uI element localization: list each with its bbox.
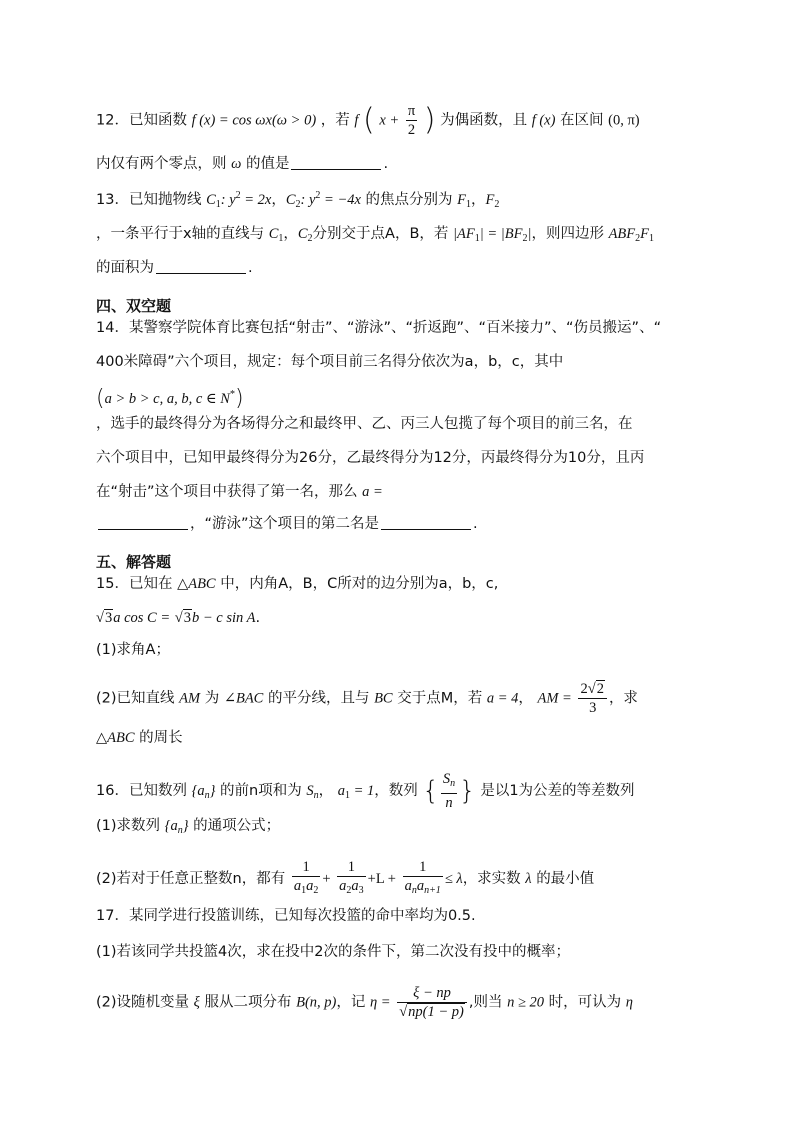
omega-symbol: ω xyxy=(231,156,242,172)
section-heading-5: 五、解答题 xyxy=(96,553,172,571)
brace-right: } xyxy=(459,776,476,806)
sum-sn xyxy=(306,783,318,799)
q13-text: 13．已知抛物线 xyxy=(96,192,202,208)
sequence-an xyxy=(192,783,216,799)
q12-text: 在区间 xyxy=(560,112,604,129)
q15-text: 为 xyxy=(204,690,220,707)
answer-blank xyxy=(381,529,471,530)
q12-text: 内仅有两个零点，则 xyxy=(96,156,227,172)
angle-bac: ∠BAC xyxy=(223,690,264,707)
side-bc: BC xyxy=(374,690,393,707)
parabola-c1 xyxy=(206,192,271,208)
paren-right: ) xyxy=(423,102,436,138)
c1-rhs: = 2x xyxy=(240,192,272,208)
a-eq: a = 4 xyxy=(486,690,519,707)
sub: 2 xyxy=(346,885,352,896)
q14-condition: a > b > c, a, b, c ∈ N xyxy=(104,391,230,407)
radicand: 3 xyxy=(104,610,113,626)
q13-line2 xyxy=(96,224,654,249)
sep: ， xyxy=(271,192,286,208)
sub: 2 xyxy=(522,233,528,244)
q12-function: f (x) = cos ωx(ω > 0) xyxy=(191,112,317,129)
q12-fx: f (x) xyxy=(531,112,556,129)
frac-num xyxy=(441,770,457,794)
radicand: np(1 − p) xyxy=(408,1004,464,1020)
pi-over-two-fraction xyxy=(406,102,417,139)
q17-text: ,则当 xyxy=(468,994,503,1011)
q14-line1 xyxy=(96,318,661,338)
sup: 2 xyxy=(235,190,241,201)
answer-blank xyxy=(156,273,246,274)
a1-eq xyxy=(338,783,375,799)
q17-part1 xyxy=(96,942,570,962)
am-eq: AM = xyxy=(537,690,572,707)
q14-text: 400米障碍”六个项目，规定：每个项目前三名得分依次为a，b，c，其中 xyxy=(96,354,564,370)
q15-text: 的周长 xyxy=(139,730,183,746)
sep: ， xyxy=(471,192,486,208)
answer-blank xyxy=(98,529,188,530)
q13-text: 的焦点分别为 xyxy=(365,192,453,208)
q15-text: 中，内角A，B，C所对的边分别为a，b，c, xyxy=(220,576,499,592)
sub: 2 xyxy=(635,233,641,244)
q16-text: 是以1为公差的等差数列 xyxy=(480,783,635,799)
f1: F xyxy=(457,192,467,208)
brace: } xyxy=(182,818,189,834)
q15-part2 xyxy=(96,680,638,717)
sub: 2 xyxy=(494,199,500,210)
q14-text: ，选手的最终得分为各场得分之和最终甲、乙、丙三人包揽了每个项目的前三名，在 xyxy=(96,416,633,432)
sub: n xyxy=(177,825,183,836)
c2: C xyxy=(297,226,308,242)
coef: 2 xyxy=(580,681,588,697)
term-n xyxy=(403,858,443,900)
c2-ref xyxy=(298,226,313,242)
q14-a-eq: a = xyxy=(362,484,383,500)
term-2 xyxy=(337,858,366,900)
foci xyxy=(457,192,471,208)
q14-line4 xyxy=(96,414,633,434)
q16-line1 xyxy=(96,770,635,812)
q14-period: . xyxy=(473,516,478,532)
c1-eq: : y xyxy=(220,192,236,208)
q17-line1 xyxy=(96,906,476,926)
q13-text: ，则四边形 xyxy=(531,226,604,242)
lambda-symbol: λ xyxy=(525,871,532,887)
q15-text: 交于点M，若 xyxy=(397,690,483,707)
abs1: |AF xyxy=(453,226,475,242)
c1: C xyxy=(206,192,216,208)
n-cond: n ≥ 20 xyxy=(507,994,545,1011)
frac-den: √np(1 − p) xyxy=(399,1004,464,1020)
frac-num: 1 xyxy=(403,858,443,877)
q12-text: 为偶函数，且 xyxy=(440,112,528,129)
a: a xyxy=(339,878,347,894)
triangle-abc: △ABC xyxy=(177,576,216,592)
q12-x-plus: x + xyxy=(379,112,400,129)
sqrt-3: √3 xyxy=(174,610,191,626)
f2: F xyxy=(485,192,495,208)
q16-text: (2)若对于任意正整数n，都有 xyxy=(96,871,286,887)
frac-num: 2√2 xyxy=(578,680,606,699)
sub: 3 xyxy=(358,885,364,896)
frac-den xyxy=(403,877,443,900)
sequence-an xyxy=(165,818,189,834)
q16-part1 xyxy=(96,816,280,841)
a: a xyxy=(416,878,425,894)
sup: 2 xyxy=(315,190,321,201)
an: {a xyxy=(164,818,178,834)
binomial: B(n, p) xyxy=(296,994,337,1011)
q13-text: ，一条平行于x轴的直线与 xyxy=(96,226,265,242)
q12-f: f xyxy=(354,112,359,129)
sub: 2 xyxy=(313,885,319,896)
c1-ref xyxy=(269,226,284,242)
sub: 1 xyxy=(474,233,480,244)
answer-blank xyxy=(291,169,381,170)
q12-line1 xyxy=(96,102,640,139)
q16-text: 的通项公式； xyxy=(193,818,281,834)
q14-text: 六个项目中，已知甲最终得分为26分，乙最终得分为12分，丙最终得分为10分，且丙 xyxy=(96,450,645,466)
sqrt-3: √3 xyxy=(96,610,113,626)
sub: n xyxy=(450,778,456,789)
q15-text: (1)求角A； xyxy=(96,642,170,658)
q16-text: ，求实数 xyxy=(462,871,521,887)
sub: 1 xyxy=(278,233,284,244)
radicand: 2 xyxy=(596,681,604,697)
q15-text: ，求 xyxy=(608,690,638,707)
sup: * xyxy=(229,389,235,400)
c2-rhs: = −4x xyxy=(320,192,361,208)
q16-text: (1)求数列 xyxy=(96,818,161,834)
sub: n xyxy=(411,885,417,896)
radicand: 3 xyxy=(183,610,191,626)
q17-text: ，记 xyxy=(336,994,366,1011)
q14-line7 xyxy=(96,514,478,534)
sep: ， xyxy=(283,226,298,242)
q14-text: 在“射击”这个项目中获得了第一名，那么 xyxy=(96,484,358,500)
q12-text: 的值是 xyxy=(245,156,290,172)
q15-text: 的平分线，且与 xyxy=(267,690,370,707)
q13-period: . xyxy=(248,260,253,276)
q14-line3 xyxy=(96,385,244,409)
frac-num: π xyxy=(407,103,416,119)
q15-text: 15．已知在 xyxy=(96,576,173,592)
q17-text: (2)设随机变量 xyxy=(96,994,190,1011)
q16-part2 xyxy=(96,858,594,900)
q12-text: ，若 xyxy=(320,112,350,129)
triangle-abc: △ABC xyxy=(96,730,135,746)
an: {a xyxy=(191,783,205,799)
le-lambda: ≤ λ xyxy=(444,871,463,887)
a1: a xyxy=(337,783,345,799)
paren-left: ( xyxy=(363,102,375,138)
sn: S xyxy=(306,783,314,799)
q16-text: 的最小值 xyxy=(536,871,595,887)
q16-text: ，数列 xyxy=(374,783,418,799)
eta-eq: η = xyxy=(369,994,391,1011)
c2: C xyxy=(285,192,296,208)
q15-line2 xyxy=(96,608,260,628)
a: a xyxy=(306,878,314,894)
frac-num: ξ − np xyxy=(397,984,467,1003)
q13-text: 的面积为 xyxy=(96,260,154,276)
q14-line6 xyxy=(96,482,383,502)
xi-symbol: ξ xyxy=(193,994,200,1011)
sub: 1 xyxy=(301,885,307,896)
line-am: AM xyxy=(179,690,201,707)
q17-text: 服从二项分布 xyxy=(204,994,292,1011)
eta-symbol: η xyxy=(625,994,633,1011)
frac-num: 1 xyxy=(337,858,366,877)
sub: n xyxy=(204,790,210,801)
q17-part2 xyxy=(96,984,633,1021)
q12-period: . xyxy=(383,156,389,172)
q13-text: 分别交于点A，B，若 xyxy=(312,226,449,242)
parabola-c2 xyxy=(286,192,361,208)
q15-part1 xyxy=(96,640,170,660)
eta-fraction xyxy=(397,984,467,1021)
q17-text: 时，可认为 xyxy=(548,994,622,1011)
q16-text: ， xyxy=(318,783,334,799)
a: a xyxy=(293,878,302,894)
a: a xyxy=(404,878,412,894)
q14-line5 xyxy=(96,448,644,468)
q14-text: ，“游泳”这个项目的第二名是 xyxy=(190,516,380,532)
frac-den xyxy=(292,877,321,900)
q15-eq: a cos C = xyxy=(113,610,171,626)
brace-left: { xyxy=(422,776,439,806)
q13-line3 xyxy=(96,258,253,278)
sub: 2 xyxy=(307,233,313,244)
frac-den: n xyxy=(445,795,453,811)
sub: n xyxy=(313,790,319,801)
a1-val: = 1 xyxy=(349,783,375,799)
q14-text: 14．某警察学院体育比赛包括“射击”、“游泳”、“折返跑”、“百米接力”、“伤员搬运”、“ xyxy=(96,320,662,336)
sub: 1 xyxy=(344,790,350,801)
q15-period: . xyxy=(255,610,261,626)
q15-line1 xyxy=(96,574,498,594)
q15-eq: b − c sin A xyxy=(191,610,256,626)
sub: 1 xyxy=(215,199,221,210)
abs-equation xyxy=(453,226,531,242)
section-heading-4: 四、双空题 xyxy=(96,297,172,315)
plus-ellipsis: +L + xyxy=(367,871,396,887)
sub: 1 xyxy=(466,199,472,210)
q15-text: ， xyxy=(518,690,533,707)
paren-left: ( xyxy=(96,386,105,411)
quad: ABF xyxy=(608,226,636,242)
sn-over-n xyxy=(441,770,457,812)
quad-mid: F xyxy=(640,226,650,242)
frac-num: 1 xyxy=(292,858,321,877)
c1: C xyxy=(268,226,279,242)
frac-den: 3 xyxy=(589,700,597,716)
abs-end: | xyxy=(527,226,532,242)
q17-text: 17．某同学进行投篮训练，已知每次投篮的命中率均为0.5. xyxy=(96,908,476,924)
q16-text: 16．已知数列 xyxy=(96,783,187,799)
q12-text: 12．已知函数 xyxy=(96,112,187,129)
brace: } xyxy=(209,783,216,799)
s: S xyxy=(442,771,451,787)
quadrilateral xyxy=(609,226,654,242)
a: a xyxy=(351,878,359,894)
q16-text: 的前n项和为 xyxy=(220,783,302,799)
sub: n+1 xyxy=(424,885,441,896)
eqsign: | = |BF xyxy=(479,226,523,242)
plus: + xyxy=(322,871,331,887)
paren-right: ) xyxy=(234,386,244,411)
q15-part2-cont xyxy=(96,728,183,748)
sub: 1 xyxy=(649,233,655,244)
frac-den xyxy=(337,877,366,900)
q13-line1 xyxy=(96,186,499,215)
foci-2 xyxy=(486,192,500,208)
q15-text: (2)已知直线 xyxy=(96,690,175,707)
q14-line2 xyxy=(96,352,563,372)
am-fraction xyxy=(578,680,606,717)
q12-interval: (0, π) xyxy=(608,112,640,129)
q12-line2 xyxy=(96,154,388,174)
c2-eq: : y xyxy=(300,192,316,208)
q17-text: (1)若该同学共投篮4次，求在投中2次的条件下，第二次没有投中的概率； xyxy=(96,944,570,960)
frac-den: 2 xyxy=(407,122,416,138)
term-1 xyxy=(292,858,321,900)
sub: 2 xyxy=(295,199,301,210)
